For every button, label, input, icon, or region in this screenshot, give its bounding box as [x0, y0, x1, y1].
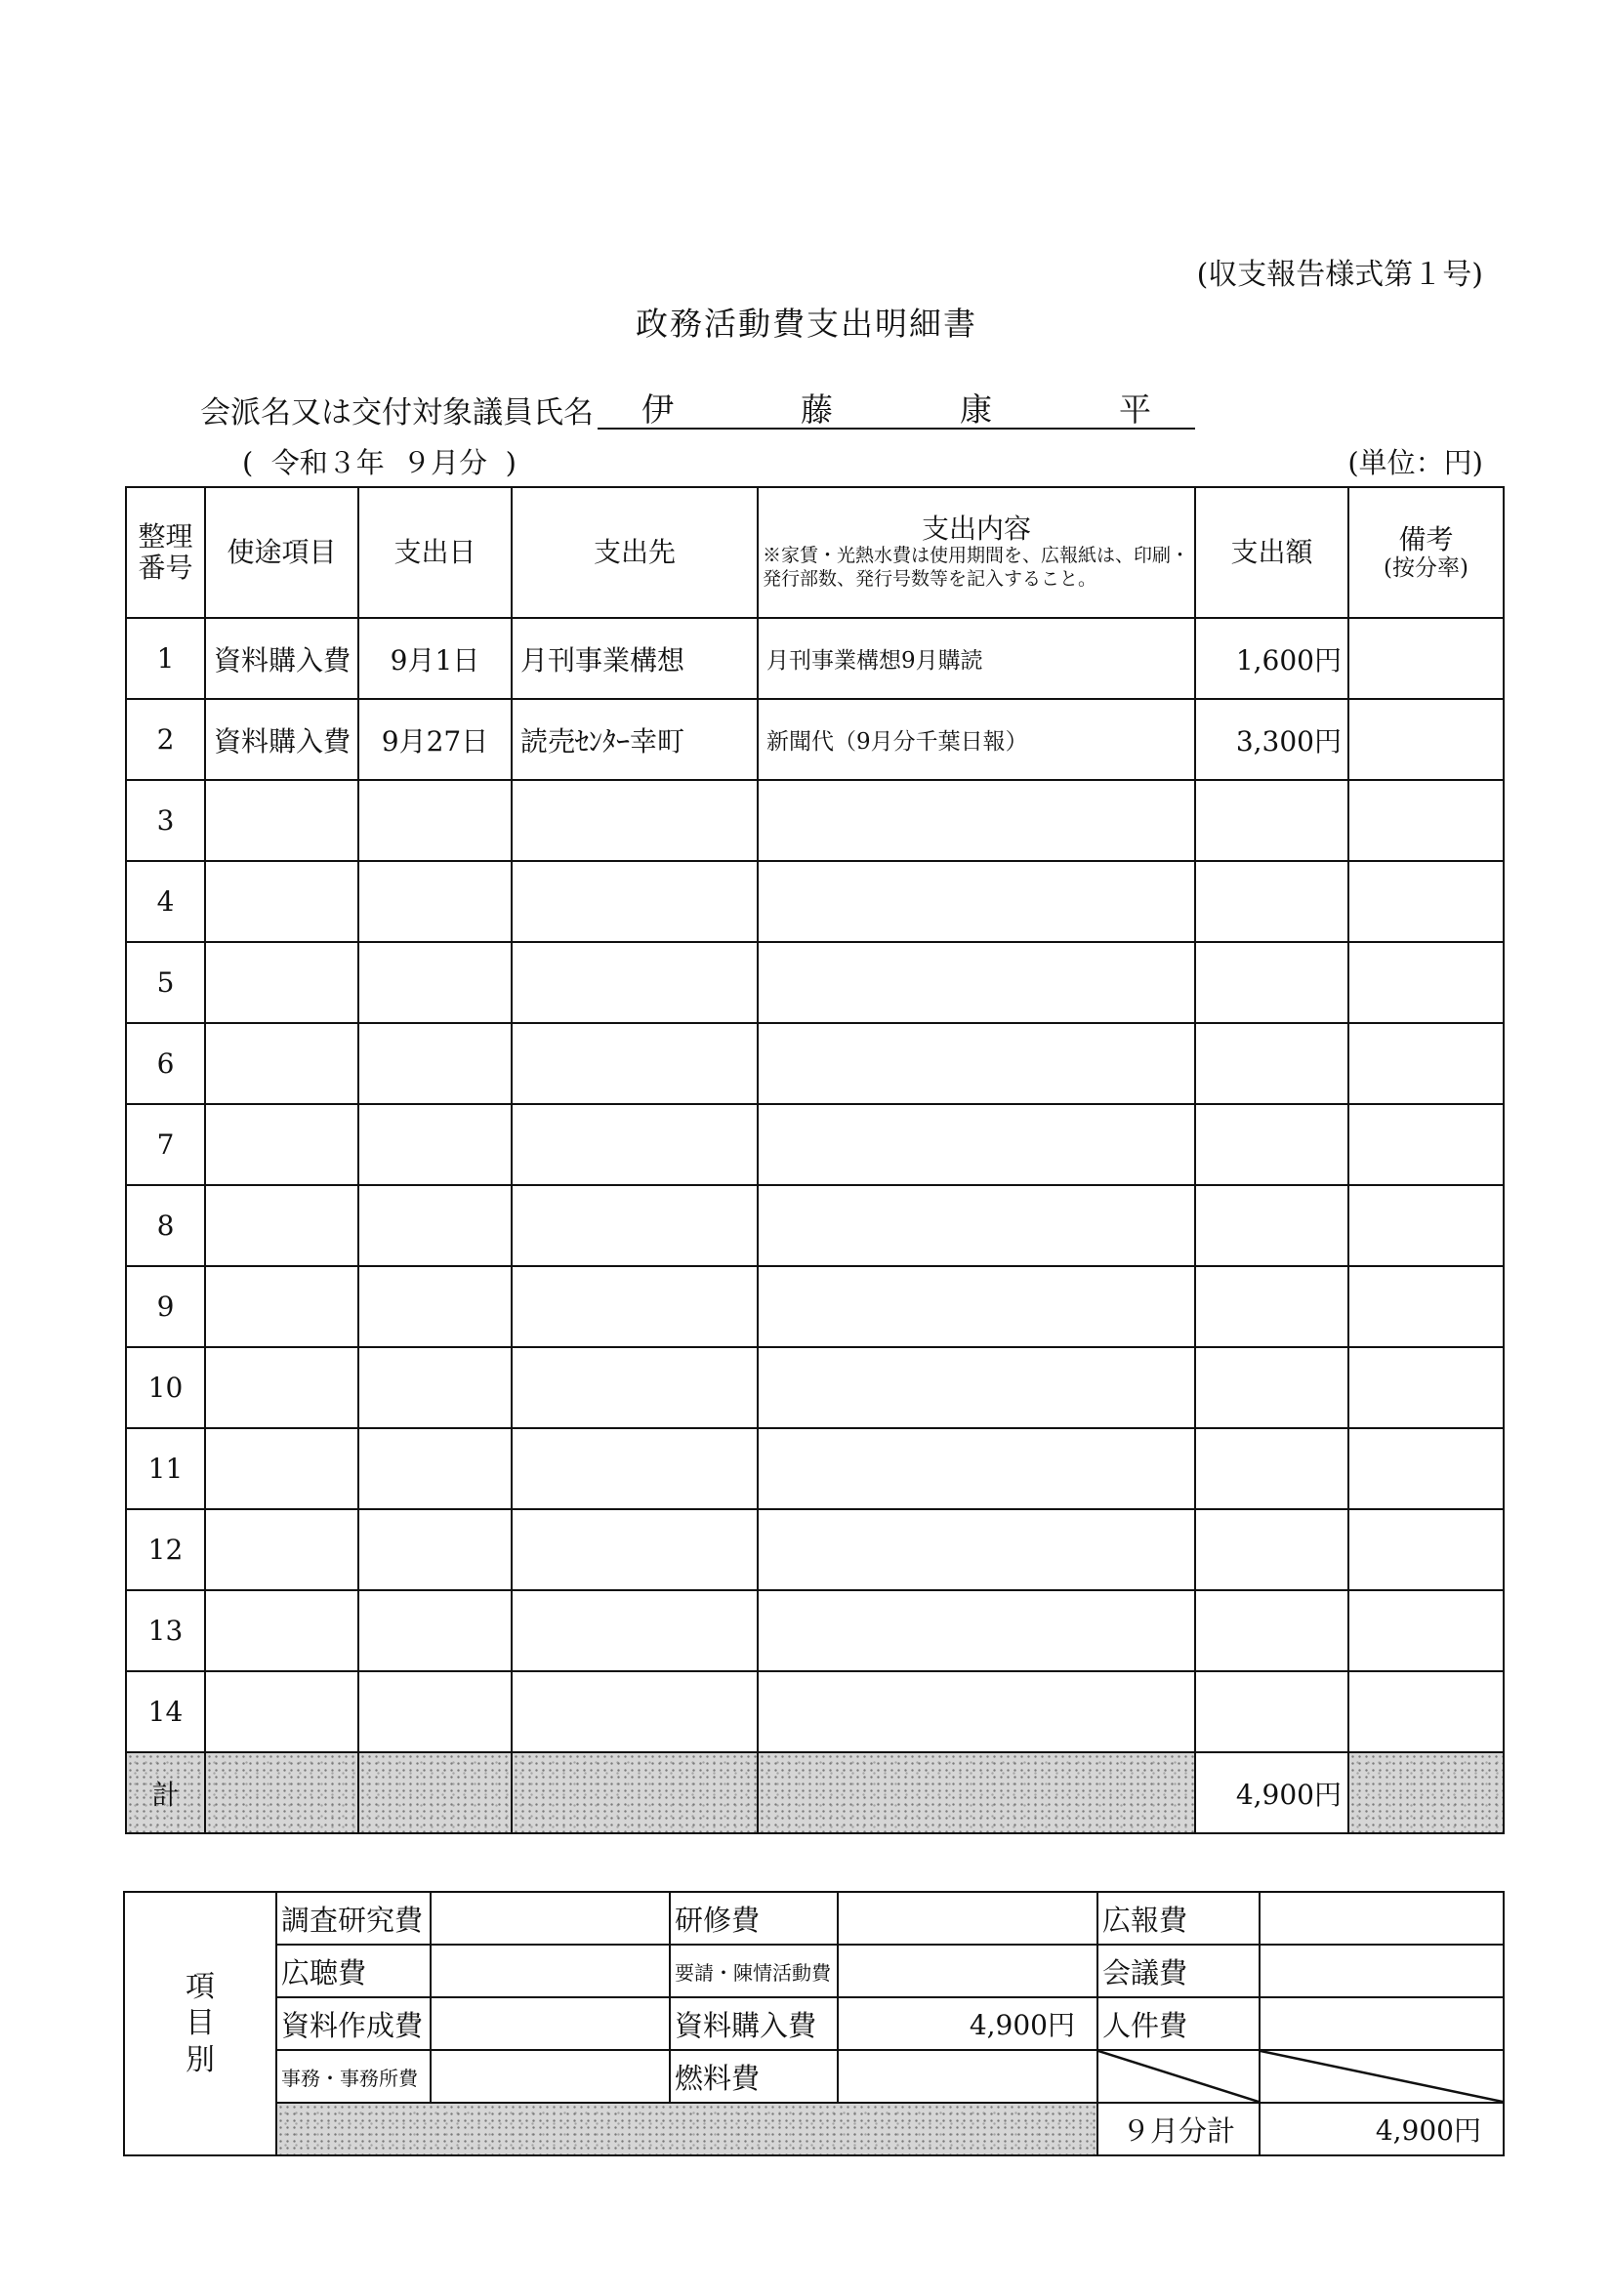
- shaded-cell: [276, 2103, 1097, 2155]
- header-amount: 支出額: [1195, 487, 1348, 618]
- table-row: [126, 1671, 1504, 1752]
- summary-item-label: 事務・事務所費: [276, 2050, 431, 2103]
- form-number: (収支報告様式第１号): [1196, 258, 1483, 292]
- row-remarks: [1348, 1347, 1504, 1428]
- row-amount: [1195, 1104, 1348, 1185]
- summary-row: [124, 1945, 1504, 1997]
- row-amount: 1,600円: [1195, 618, 1348, 699]
- row-amount: [1195, 780, 1348, 861]
- summary-item-label: 要請・陳情活動費: [670, 1945, 838, 1997]
- row-remarks: [1348, 942, 1504, 1023]
- summary-item-value: [838, 1892, 1097, 1945]
- row-date: [358, 1671, 512, 1752]
- row-remarks: [1348, 1023, 1504, 1104]
- row-content: [758, 1428, 1195, 1509]
- row-number: 3: [126, 780, 205, 861]
- reporting-period: ( 令和３年 ９月分 ): [242, 446, 517, 479]
- table-row: [126, 1185, 1504, 1266]
- row-payee: 月刊事業構想: [512, 618, 758, 699]
- summary-item-value: [1260, 1892, 1504, 1945]
- row-remarks: [1348, 861, 1504, 942]
- row-amount: [1195, 1347, 1348, 1428]
- page-title: 政務活動費支出明細書: [636, 305, 977, 343]
- summary-row: [124, 1997, 1504, 2050]
- row-remarks: [1348, 699, 1504, 780]
- table-row: [126, 780, 1504, 861]
- header-content-title: 支出内容: [921, 512, 1031, 546]
- row-number: 7: [126, 1104, 205, 1185]
- summary-item-label: 調査研究費: [276, 1892, 431, 1945]
- row-content: [758, 942, 1195, 1023]
- row-remarks: [1348, 780, 1504, 861]
- rep-name-char: 平: [1119, 390, 1151, 429]
- summary-item-label: 広報費: [1097, 1892, 1260, 1945]
- row-payee: [512, 1347, 758, 1428]
- row-number: 2: [126, 699, 205, 780]
- month-total-value: 4,900円: [1260, 2103, 1504, 2155]
- row-number: 6: [126, 1023, 205, 1104]
- row-date: [358, 1590, 512, 1671]
- row-date: [358, 861, 512, 942]
- header-payee: 支出先: [512, 487, 758, 618]
- row-category: [205, 1104, 358, 1185]
- row-payee: [512, 942, 758, 1023]
- table-row: [126, 1266, 1504, 1347]
- row-remarks: [1348, 1428, 1504, 1509]
- summary-category-label: 項 目 別: [124, 1892, 276, 2155]
- row-date: [358, 1347, 512, 1428]
- row-category: [205, 942, 358, 1023]
- crossed-out-cell: [1260, 2050, 1504, 2103]
- row-category: [205, 861, 358, 942]
- row-date: [358, 1185, 512, 1266]
- row-content: [758, 1347, 1195, 1428]
- summary-item-label: 資料購入費: [670, 1997, 838, 2050]
- row-remarks: [1348, 1590, 1504, 1671]
- row-date: [358, 780, 512, 861]
- summary-item-label: 燃料費: [670, 2050, 838, 2103]
- table-row: [126, 1428, 1504, 1509]
- summary-item-label: 人件費: [1097, 1997, 1260, 2050]
- shaded-cell: [1348, 1752, 1504, 1833]
- row-amount: [1195, 1590, 1348, 1671]
- row-category: [205, 1428, 358, 1509]
- table-row: [126, 1509, 1504, 1590]
- row-amount: [1195, 1671, 1348, 1752]
- row-date: [358, 1023, 512, 1104]
- shaded-cell: [358, 1752, 512, 1833]
- summary-item-value: [431, 2050, 670, 2103]
- rep-name-char: 伊: [641, 390, 674, 429]
- row-category: [205, 1671, 358, 1752]
- expense-table: [125, 486, 1505, 1834]
- row-number: 12: [126, 1509, 205, 1590]
- summary-row: [124, 2050, 1504, 2103]
- row-content: [758, 1671, 1195, 1752]
- row-remarks: [1348, 618, 1504, 699]
- rep-name-char: 康: [960, 390, 992, 429]
- row-amount: [1195, 861, 1348, 942]
- row-payee: [512, 861, 758, 942]
- shaded-cell: [758, 1752, 1195, 1833]
- row-date: [358, 942, 512, 1023]
- category-summary-table: [123, 1891, 1505, 2156]
- row-content: 月刊事業構想9月購読: [758, 618, 1195, 699]
- row-number: 8: [126, 1185, 205, 1266]
- row-date: [358, 1104, 512, 1185]
- row-payee: [512, 1671, 758, 1752]
- header-remarks: [1348, 487, 1504, 618]
- row-payee: [512, 1104, 758, 1185]
- unit-label: (単位：円): [1347, 446, 1483, 479]
- table-row: [126, 1104, 1504, 1185]
- row-remarks: [1348, 1104, 1504, 1185]
- header-remarks-title: 備考: [1398, 522, 1454, 555]
- header-category: 使途項目: [205, 487, 358, 618]
- summary-row: [124, 1892, 1504, 1945]
- summary-item-value: [431, 1892, 670, 1945]
- shaded-cell: [512, 1752, 758, 1833]
- row-category: [205, 780, 358, 861]
- row-amount: [1195, 942, 1348, 1023]
- row-date: 9月27日: [358, 699, 512, 780]
- header-content-note: ※家賃・光熱水費は使用期間を、広報紙は、印刷・発行部数、発行号数等を記入すること。: [763, 545, 1190, 591]
- row-content: [758, 1185, 1195, 1266]
- row-number: 11: [126, 1428, 205, 1509]
- summary-item-value: 4,900円: [838, 1997, 1097, 2050]
- summary-item-label: 広聴費: [276, 1945, 431, 1997]
- table-row: [126, 618, 1504, 699]
- representative-name: [598, 385, 1195, 430]
- row-remarks: [1348, 1509, 1504, 1590]
- table-row: [126, 1347, 1504, 1428]
- header-content: [758, 487, 1195, 618]
- header-remarks-sub: (按分率): [1384, 554, 1468, 581]
- summary-item-value: [1260, 1997, 1504, 2050]
- row-payee: [512, 780, 758, 861]
- row-date: 9月1日: [358, 618, 512, 699]
- row-payee: [512, 1509, 758, 1590]
- row-remarks: [1348, 1185, 1504, 1266]
- total-amount: 4,900円: [1195, 1752, 1348, 1833]
- row-number: 1: [126, 618, 205, 699]
- row-payee: [512, 1590, 758, 1671]
- row-category: 資料購入費: [205, 618, 358, 699]
- row-number: 5: [126, 942, 205, 1023]
- row-payee: 読売ｾﾝﾀｰ幸町: [512, 699, 758, 780]
- summary-item-value: [838, 1945, 1097, 1997]
- row-content: [758, 1266, 1195, 1347]
- table-row: [126, 861, 1504, 942]
- row-content: [758, 1509, 1195, 1590]
- row-date: [358, 1509, 512, 1590]
- header-seq: 整理 番号: [126, 487, 205, 618]
- row-number: 13: [126, 1590, 205, 1671]
- row-number: 4: [126, 861, 205, 942]
- row-payee: [512, 1428, 758, 1509]
- row-amount: [1195, 1023, 1348, 1104]
- row-number: 10: [126, 1347, 205, 1428]
- table-row: [126, 1023, 1504, 1104]
- row-payee: [512, 1023, 758, 1104]
- row-amount: [1195, 1509, 1348, 1590]
- summary-total-row: [124, 2103, 1504, 2155]
- crossed-out-cell: [1097, 2050, 1260, 2103]
- row-amount: [1195, 1266, 1348, 1347]
- summary-item-label: 研修費: [670, 1892, 838, 1945]
- table-row: [126, 699, 1504, 780]
- row-content: [758, 861, 1195, 942]
- row-category: [205, 1509, 358, 1590]
- row-remarks: [1348, 1671, 1504, 1752]
- row-content: [758, 1590, 1195, 1671]
- row-content: [758, 1104, 1195, 1185]
- total-row: [126, 1752, 1504, 1833]
- summary-item-value: [838, 2050, 1097, 2103]
- representative-label: 会派名又は交付対象議員氏名: [200, 395, 594, 430]
- row-category: [205, 1185, 358, 1266]
- row-category: [205, 1590, 358, 1671]
- row-amount: 3,300円: [1195, 699, 1348, 780]
- summary-item-value: [1260, 1945, 1504, 1997]
- row-amount: [1195, 1428, 1348, 1509]
- summary-item-label: 資料作成費: [276, 1997, 431, 2050]
- shaded-cell: [205, 1752, 358, 1833]
- rep-name-char: 藤: [801, 390, 833, 429]
- table-row: [126, 1590, 1504, 1671]
- header-date: 支出日: [358, 487, 512, 618]
- row-category: 資料購入費: [205, 699, 358, 780]
- row-category: [205, 1266, 358, 1347]
- total-label: 計: [126, 1752, 205, 1833]
- row-remarks: [1348, 1266, 1504, 1347]
- table-row: [126, 942, 1504, 1023]
- row-number: 9: [126, 1266, 205, 1347]
- row-number: 14: [126, 1671, 205, 1752]
- row-content: [758, 1023, 1195, 1104]
- row-content: 新聞代（9月分千葉日報）: [758, 699, 1195, 780]
- row-amount: [1195, 1185, 1348, 1266]
- summary-item-value: [431, 1997, 670, 2050]
- row-content: [758, 780, 1195, 861]
- summary-item-label: 会議費: [1097, 1945, 1260, 1997]
- row-payee: [512, 1185, 758, 1266]
- row-date: [358, 1428, 512, 1509]
- row-payee: [512, 1266, 758, 1347]
- month-total-label: ９月分計: [1097, 2103, 1260, 2155]
- row-date: [358, 1266, 512, 1347]
- row-category: [205, 1347, 358, 1428]
- summary-item-value: [431, 1945, 670, 1997]
- table-header-row: [126, 487, 1504, 618]
- row-category: [205, 1023, 358, 1104]
